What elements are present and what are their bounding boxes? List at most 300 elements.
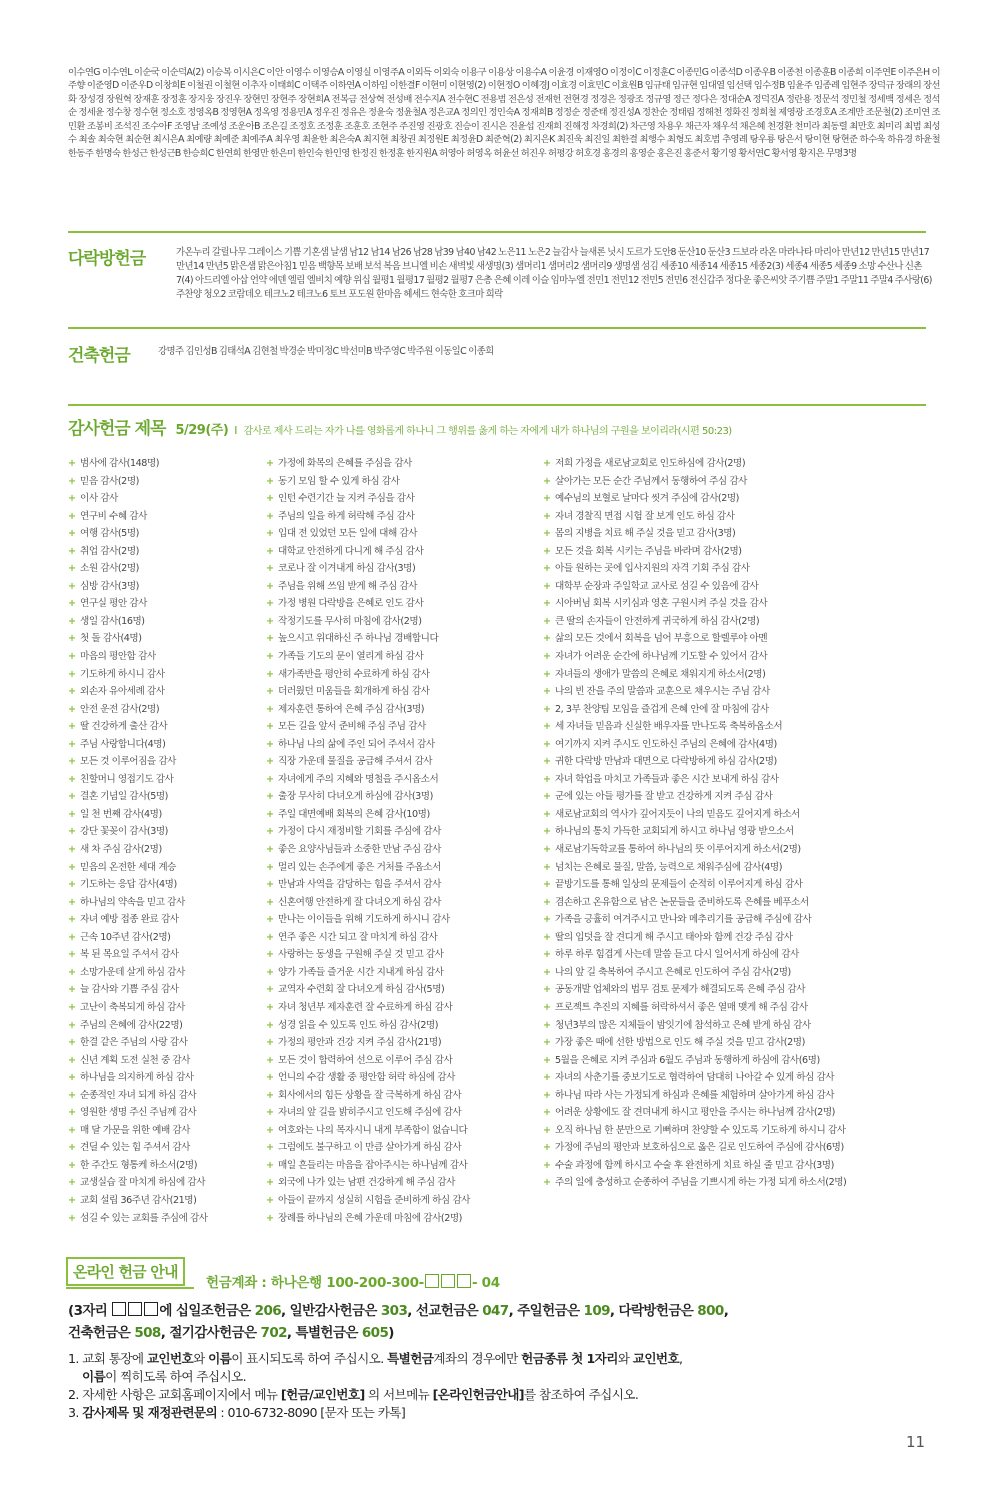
thanks-item-text: 하나님의 통치 가득한 교회되게 하시고 하나님 영광 받으소서 (555, 826, 794, 838)
thanks-item (68, 753, 208, 771)
thanks-item-text: 장례를 하나님의 은혜 가운데 마침에 감사(2명) (278, 1212, 462, 1224)
thanks-item-text: 겸손하고 온유함으로 남은 논문들을 준비하도록 은혜를 베푸소서 (555, 896, 809, 908)
plus-icon: + (68, 1019, 76, 1031)
thanks-item-text: 큰 딸의 손자들이 안전하게 귀국하게 하심 감사(2명) (555, 615, 760, 627)
plus-icon: + (68, 738, 76, 750)
note-text: 이름 (208, 1351, 232, 1366)
thanks-item (266, 788, 470, 806)
plus-icon: + (543, 738, 551, 750)
thanks-item-text: 자녀가 어려운 순간에 하나님께 기도할 수 있어서 감사 (555, 651, 768, 663)
thanks-item-text: 언니의 수감 생활 중 평안함 허락 하심에 감사 (278, 1072, 455, 1084)
plus-icon: + (266, 1159, 274, 1171)
codes-text: , 일반감사헌금은 (281, 1303, 381, 1319)
thanks-item (68, 1104, 208, 1122)
thanks-item (266, 1017, 470, 1035)
thanks-item (68, 1157, 208, 1175)
thanks-item (68, 1069, 208, 1087)
bible-verse: 감사로 제사 드리는 자가 나를 영화롭게 하나니 그 행위를 옳게 하는 자에게 내가 하나님의 구원을 보이리라(시편 50:23) (243, 426, 732, 437)
plus-icon: + (68, 528, 76, 540)
thanks-item (68, 1210, 208, 1228)
plus-icon: + (543, 598, 551, 610)
note-1-cont (68, 1368, 938, 1386)
plus-icon: + (543, 1089, 551, 1101)
thanks-item (543, 894, 846, 912)
season-code: 702 (260, 1325, 287, 1341)
thanks-item (68, 946, 208, 964)
plus-icon: + (266, 1037, 274, 1049)
thanks-item (543, 490, 846, 508)
thanks-item-text: 첫 돌 감사(4명) (80, 633, 142, 645)
plus-icon: + (543, 1124, 551, 1136)
thanks-item (68, 1139, 208, 1157)
thanks-item-text: 모든 것 이루어짐을 감사 (80, 756, 176, 768)
plus-icon: + (266, 1177, 274, 1189)
thanks-item (68, 560, 208, 578)
thanks-item (266, 1034, 470, 1052)
note-text: 교인번호 (146, 1351, 194, 1366)
thanks-item-text: 직장 가운데 물질을 공급해 주셔서 감사 (278, 756, 433, 768)
thanks-item-text: 신년 계획 도전 실천 중 감사 (80, 1054, 190, 1066)
thanks-item (543, 1034, 846, 1052)
thanks-item (68, 1192, 208, 1210)
thanks-item-text: 군에 있는 아들 평가를 잘 받고 건강하게 지켜 주심 감사 (555, 791, 773, 803)
thanks-item (543, 508, 846, 526)
tithe-code: 206 (254, 1303, 282, 1319)
thanks-item (266, 999, 470, 1017)
plus-icon: + (266, 966, 274, 978)
plus-icon: + (68, 1142, 76, 1154)
plus-icon: + (543, 1001, 551, 1013)
thanks-item-text: 연구실 평안 감사 (80, 598, 147, 610)
thanks-item (266, 964, 470, 982)
plus-icon: + (543, 756, 551, 768)
codes-text: 에 십일조헌금은 (159, 1303, 255, 1319)
plus-icon: + (68, 598, 76, 610)
plus-icon: + (266, 598, 274, 610)
note-text: 특별헌금 (387, 1351, 434, 1366)
thanks-item (68, 543, 208, 561)
plus-icon: + (68, 580, 76, 592)
thanks-item-text: 범사에 감사(148명) (80, 458, 160, 469)
thanks-item-text: 근속 10주년 감사(2명) (80, 931, 171, 943)
thanks-item-text: 주님의 은혜에 감사(22명) (80, 1019, 183, 1031)
plus-icon: + (543, 563, 551, 575)
thanks-item-text: 결혼 기념일 감사(5명) (80, 791, 168, 803)
codes-text: 건축헌금은 (68, 1325, 135, 1341)
donor-name-list: 이수연G 이수연L 이순국 이순덕A(2) 이승복 이시은C 이안 이영수 이영승A 이영실 이영주A 이외득 이외숙 이용구 이용상 이용수A 이윤경 이재영O 이정이C 이정훈C 이종민G 이종석D 이종우B 이종천 이종훈B 이종희 이주연E 이주은H 이주향 이준영D 이준우D 이창희E 이철권 이철현 이추자 이태희C 이택주 이하연A 이하임 이한결F 이현미 이현영(2) 이현정O 이혜경J 이효경 이효민C 이효원B 임규태 임규현 임대열 임선택 임수정B 임윤주 임종례 임현주 장덕규 장래의 장선화 장성경 장원혁 장재훈 장정훈 장지웅 장진우 장현민 장현주 장현희A 전복금 전상혁 전성배 전수지A 전수현C 전용범 전은성 전재헌 전현경 정경은 정광조 정규영 정근 정다은 정대순A 정덕진A 정란용 정문석 정민철 정세백 정세은 정석순 정세윤 정수창 정수현 정소호 정영옥B 정영현A 정옥영 정용민A 정우진 정유은 정윤숙 정윤철A 정은교A 정의인 정인숙A 정재희B 정정순 정준태 정진성A 정찬순 정태림 정해천 정화진 정희철 제영광 조경호A 조계만 조문철(2) 조미연 조민환 조봉비 조석진 조수아F 조영남 조예성 조운아B 조은길 조정호 조정훈 조훈호 조현주 주진영 진광호 진승이 진시은 진윤섭 진재희 진해정 차경희(2) 차근영 차용우 채근자 채우석 채은혜 천경환 천미라 최동렬 최만호 최미리 최범 최성수 최솔 최숙현 최순현 최시은A 최예량 최예준 최예주A 최우영 최윤한 최은숙A 최지현 최창권 최정원E 최정윤D 최준혁(2) 최지은K 최진욱 최진일 최한결 최행수 최형도 최호범 추영례 탕우룡 탕은서 탕이현 탕현준 하수욱 하유경 하윤철 한동주 한명숙 한성근 한성근B 한승희C 한연희 한영만 한은미 한인숙 한인영 한정진 한정훈 한지원A 허영아 허영옥 허윤선 허진우 허평강 허호경 홍경의 홍영순 홍은진 홍준서 황기영 황서연C 황서영 황지은 무명3명 (68, 67, 941, 159)
plus-icon: + (266, 615, 274, 627)
blank-box (144, 1302, 158, 1316)
plus-icon: + (68, 615, 76, 627)
note-text: 와 (193, 1351, 209, 1366)
thanks-column-1 (68, 455, 208, 1227)
thanks-item (68, 788, 208, 806)
thanks-item (266, 455, 470, 473)
plus-icon: + (543, 475, 551, 487)
thanks-item-text: 예수님의 보혈로 날마다 씻겨 주심에 감사(2명) (555, 493, 739, 505)
mission-code: 047 (482, 1303, 509, 1319)
thanks-item (68, 595, 208, 613)
thanks-item (543, 1052, 846, 1070)
thanks-item-text: 늘 감사와 기쁨 주심 감사 (80, 984, 179, 996)
plus-icon: + (543, 668, 551, 680)
thanks-item-text: 섬길 수 있는 교회를 주심에 감사 (80, 1212, 208, 1224)
thanks-item-text: 믿음의 온전한 세대 계승 (80, 861, 176, 873)
thanks-item (266, 859, 470, 877)
thanks-item-text: 만남과 사역을 감당하는 힘을 주셔서 감사 (278, 879, 441, 891)
thanks-item-text: 몸의 지병을 치료 해 주실 것을 믿고 감사(3명) (555, 528, 736, 540)
thanks-item-text: 새 차 주심 감사(2명) (80, 844, 162, 856)
plus-icon: + (543, 808, 551, 820)
plus-icon: + (68, 949, 76, 961)
blank-box (425, 1274, 439, 1288)
thanks-item (266, 736, 470, 754)
section-divider (68, 327, 926, 329)
thanks-item-text: 외국에 나가 있는 남편 건강하게 해 주심 감사 (278, 1177, 455, 1189)
thanks-item-text: 친할머니 영접기도 감사 (80, 773, 174, 785)
plus-icon: + (68, 791, 76, 803)
plus-icon: + (543, 651, 551, 663)
plus-icon: + (266, 1054, 274, 1066)
thanks-item-text: 교생실습 잘 마치게 하심에 감사 (80, 1177, 206, 1189)
plus-icon: + (68, 721, 76, 733)
thanks-item-text: 하나님의 약속을 믿고 감사 (80, 896, 185, 908)
plus-icon: + (266, 563, 274, 575)
thanks-item-text: 기도하는 응답 감사(4명) (80, 879, 177, 891)
note-text: 헌금종류 첫 1자리 (521, 1351, 618, 1366)
plus-icon: + (543, 1142, 551, 1154)
plus-icon: + (543, 896, 551, 908)
plus-icon: + (68, 914, 76, 926)
thanks-item (68, 578, 208, 596)
plus-icon: + (543, 528, 551, 540)
plus-icon: + (68, 896, 76, 908)
thanks-item (68, 894, 208, 912)
online-notes (68, 1350, 938, 1422)
note-text: 이름 (82, 1369, 106, 1384)
thanks-item (68, 683, 208, 701)
plus-icon: + (266, 475, 274, 487)
plus-icon: + (543, 686, 551, 698)
thanks-item (266, 771, 470, 789)
thanks-item-text: 매일 흔들리는 마음을 잡아주시는 하나님께 감사 (278, 1159, 468, 1171)
plus-icon: + (543, 615, 551, 627)
plus-icon: + (543, 458, 551, 469)
thanks-item-text: 하루 하루 힘겹게 사는데 말씀 듣고 다시 일어서게 하심에 감사 (555, 949, 799, 961)
plus-icon: + (543, 1177, 551, 1189)
plus-icon: + (68, 1037, 76, 1049)
thanks-item (543, 964, 846, 982)
thanks-item (543, 648, 846, 666)
plus-icon: + (68, 703, 76, 715)
plus-icon: + (266, 984, 274, 996)
plus-icon: + (266, 1142, 274, 1154)
thanks-item-text: 딸 건강하게 출산 감사 (80, 721, 168, 733)
plus-icon: + (266, 808, 274, 820)
plus-icon: + (266, 1107, 274, 1119)
thanks-item (68, 666, 208, 684)
note-text: 2. 자세한 사항은 교회홈페이지에서 메뉴 (68, 1387, 281, 1402)
plus-icon: + (68, 931, 76, 943)
plus-icon: + (543, 1054, 551, 1066)
thanks-item-text: 시아버님 회복 시키심과 영혼 구원시켜 주실 것을 감사 (555, 598, 768, 610)
thanks-date: 5/29(주) (175, 423, 229, 438)
online-giving-title: 온라인 헌금 안내 (66, 1257, 185, 1286)
thanks-item-text: 기도하게 하시니 감사 (80, 668, 165, 680)
thanks-item-text: 새가족반을 평안히 수료하게 하심 감사 (278, 668, 430, 680)
thanks-item-text: 높으시고 위대하신 주 하나님 경배합니다 (278, 633, 439, 645)
plus-icon: + (266, 826, 274, 838)
plus-icon: + (68, 686, 76, 698)
thanks-item-text: 5월을 은혜로 지켜 주심과 6월도 주님과 동행하게 하심에 감사(6명) (555, 1054, 820, 1066)
thanks-item-text: 좋은 요양사님들과 소중한 만남 주심 감사 (278, 844, 441, 856)
thanks-item-text: 외손자 유아세례 감사 (80, 686, 165, 698)
plus-icon: + (68, 879, 76, 891)
thanks-item (68, 911, 208, 929)
thanks-item-text: 딸의 입덧을 잘 견디게 해 주시고 태아와 함께 건강 주심 감사 (555, 931, 793, 943)
thanks-item-text: 주님의 일을 하게 허락해 주심 감사 (278, 510, 415, 522)
thanks-item-text: 소원 감사(2명) (80, 563, 139, 575)
plus-icon: + (68, 1072, 76, 1084)
thanks-item-text: 가족을 긍휼히 여겨주시고 만나와 메추리기를 공급해 주심에 감사 (555, 914, 812, 926)
thanks-item-text: 세 자녀들 믿음과 신실한 배우자를 만나도록 축복하옵소서 (555, 721, 783, 733)
thanks-item-text: 자녀의 앞 길을 밝히주시고 인도해 주심에 감사 (278, 1107, 462, 1119)
thanks-item (266, 929, 470, 947)
plus-icon: + (68, 1177, 76, 1189)
thanks-title: 감사헌금 제목 (68, 419, 166, 439)
thanks-item (543, 701, 846, 719)
thanks-item (543, 1017, 846, 1035)
plus-icon: + (68, 756, 76, 768)
thanks-item-text: 새로남교회의 역사가 깊어지듯이 나의 믿음도 깊어지게 하소서 (555, 808, 800, 820)
special-code: 605 (361, 1325, 389, 1341)
section-divider (68, 404, 926, 406)
plus-icon: + (68, 651, 76, 663)
thanks-item (68, 929, 208, 947)
thanks-item-text: 그럼에도 불구하고 이 만큼 살아가게 하심 감사 (278, 1142, 462, 1154)
note-text: [헌금/교인번호] (280, 1387, 365, 1402)
plus-icon: + (543, 580, 551, 592)
thanks-column-2 (266, 455, 470, 1227)
thanks-item-text: 코로나 잘 이겨내게 하심 감사(3명) (278, 563, 416, 575)
thanks-item-text: 저희 가정을 새로남교회로 인도하심에 감사(2명) (555, 458, 746, 469)
thanks-item (68, 613, 208, 631)
plus-icon: + (266, 861, 274, 873)
thanks-item (266, 911, 470, 929)
thanks-item (543, 455, 846, 473)
plus-icon: + (543, 879, 551, 891)
plus-icon: + (543, 1159, 551, 1171)
plus-icon: + (68, 545, 76, 557)
thanks-item (68, 1017, 208, 1035)
plus-icon: + (68, 1194, 76, 1206)
thanks-item-text: 어려운 상황에도 잘 견뎌내게 하시고 평안을 주시는 하나님께 감사(2명) (555, 1107, 835, 1119)
thanks-item-text: 회사에서의 힘든 상황을 잘 극복하게 하심 감사 (278, 1089, 462, 1101)
thanks-item-text: 프로젝트 추진의 지혜를 허락하셔서 좋은 열매 맺게 해 주심 감사 (555, 1001, 808, 1013)
note-text: 감사제목 및 재정관련문의 (82, 1405, 218, 1420)
thanks-item (266, 578, 470, 596)
thanks-item-text: 안전 운전 감사(2명) (80, 703, 160, 715)
darakbang-code: 800 (697, 1303, 724, 1319)
thanks-item-text: 하나님을 의지하게 하심 감사 (80, 1072, 194, 1084)
note-text: 3. (68, 1405, 83, 1420)
thanks-item (543, 560, 846, 578)
plus-icon: + (543, 633, 551, 645)
codes-text: , 다락방헌금은 (609, 1303, 698, 1319)
thanks-item-text: 심방 감사(3명) (80, 580, 139, 592)
note-text: 의 서브메뉴 (364, 1387, 433, 1402)
plus-icon: + (543, 844, 551, 856)
thanks-item-text: 순종적인 자녀 되게 하심 감사 (80, 1089, 197, 1101)
blank-box (128, 1302, 142, 1316)
note-1 (68, 1350, 938, 1368)
thanks-item (543, 771, 846, 789)
thanks-item (266, 683, 470, 701)
plus-icon: + (68, 510, 76, 522)
thanks-item-text: 자녀의 사춘기를 중보기도로 협력하여 담대히 나아갈 수 있게 하심 감사 (555, 1072, 835, 1084)
plus-icon: + (266, 580, 274, 592)
plus-icon: + (68, 844, 76, 856)
thanks-item-text: 생일 감사(16명) (80, 615, 145, 627)
thanks-item-text: 자녀 경찰직 면접 시험 잘 보게 인도 하심 감사 (555, 510, 735, 522)
note-text: [온라인헌금안내] (432, 1387, 524, 1402)
thanks-item-text: 복 된 목요일 주셔서 감사 (80, 949, 179, 961)
thanks-item (543, 999, 846, 1017)
thanks-item-text: 인턴 수련기간 늘 지켜 주심을 감사 (278, 493, 415, 505)
note-text: 를 참조하여 주십시오. (523, 1387, 639, 1402)
thanks-item-text: 여행 감사(5명) (80, 528, 139, 540)
plus-icon: + (266, 1001, 274, 1013)
thanks-item (543, 613, 846, 631)
plus-icon: + (266, 458, 274, 469)
thanks-item-text: 여기까지 지켜 주시도 인도하신 주님의 은혜에 감사(4명) (555, 738, 777, 750)
thanks-item-text: 영원한 생명 주신 주님께 감사 (80, 1107, 197, 1119)
thanks-item (68, 736, 208, 754)
plus-icon: + (543, 1072, 551, 1084)
thanks-item (543, 876, 846, 894)
plus-icon: + (543, 1107, 551, 1119)
thanks-item (68, 823, 208, 841)
plus-icon: + (68, 1159, 76, 1171)
codes-text: , 절기감사헌금은 (160, 1325, 261, 1341)
building-title: 건축헌금 (68, 346, 130, 366)
thanks-item-text: 만나는 이이들을 위해 기도하게 하시니 감사 (278, 914, 450, 926)
thanks-item-text: 교회 설립 36주년 감사(21명) (80, 1194, 197, 1206)
thanks-item-text: 나의 빈 잔을 주의 말씀과 교훈으로 채우시는 주님 감사 (555, 686, 770, 698)
plus-icon: + (543, 703, 551, 715)
thanks-item (266, 718, 470, 736)
thanks-item (543, 981, 846, 999)
thanks-item (266, 508, 470, 526)
plus-icon: + (68, 1089, 76, 1101)
thanks-item (543, 1122, 846, 1140)
plus-icon: + (266, 844, 274, 856)
thanks-item (266, 1069, 470, 1087)
thanks-item (543, 946, 846, 964)
thanks-item-text: 나의 앞 길 축복하여 주시고 은혜로 인도하여 주심 감사(2명) (555, 966, 791, 978)
thanks-item-text: 견딜 수 있는 힘 주셔서 감사 (80, 1142, 190, 1154)
thanks-item-text: 사랑하는 동생을 구원해 주실 것 믿고 감사 (278, 949, 444, 961)
thanks-item-text: 더러웠던 미움들을 회개하게 하심 감사 (278, 686, 430, 698)
thanks-item-text: 제자훈련 통하여 은혜 주심 감사(3명) (278, 703, 425, 715)
plus-icon: + (68, 1107, 76, 1119)
thanks-item (266, 806, 470, 824)
thanks-item-text: 신혼여행 안전하게 잘 다녀오게 하심 감사 (278, 896, 441, 908)
thanks-item (266, 1139, 470, 1157)
thanks-item (266, 1052, 470, 1070)
thanks-item (68, 806, 208, 824)
thanks-item (266, 648, 470, 666)
thanks-item-text: 삶의 모든 것에서 회복을 넘어 부흥으로 할렐루야 아멘 (555, 633, 768, 645)
plus-icon: + (68, 1001, 76, 1013)
plus-icon: + (68, 773, 76, 785)
plus-icon: + (543, 984, 551, 996)
plus-icon: + (68, 861, 76, 873)
note-text: 와 (617, 1351, 633, 1366)
plus-icon: + (68, 458, 76, 469)
thanks-item-text: 한결 같은 주님의 사랑 감사 (80, 1037, 188, 1049)
thanks-item (68, 490, 208, 508)
thanks-item (543, 736, 846, 754)
thanks-item (266, 753, 470, 771)
online-title-underline (66, 1287, 194, 1289)
thanks-item (266, 666, 470, 684)
account-suffix: - 04 (471, 1275, 500, 1291)
plus-icon: + (543, 949, 551, 961)
thanks-item-text: 모든 것이 합력하여 선으로 이루어 주심 감사 (278, 1054, 453, 1066)
thanks-item (68, 859, 208, 877)
thanks-item-text: 모든 길을 앞서 준비해 주심 주님 감사 (278, 721, 426, 733)
plus-icon: + (68, 808, 76, 820)
thanks-item (266, 841, 470, 859)
thanks-item (68, 1087, 208, 1105)
thanks-item (68, 1034, 208, 1052)
plus-icon: + (68, 826, 76, 838)
thanks-item (266, 543, 470, 561)
thanks-item-text: 작정기도를 무사히 마침에 감사(2명) (278, 615, 422, 627)
plus-icon: + (68, 563, 76, 575)
thanks-item-text: 고난이 축복되게 하심 감사 (80, 1001, 185, 1013)
blank-box (112, 1302, 126, 1316)
plus-icon: + (266, 668, 274, 680)
thanks-item (68, 701, 208, 719)
header-separator: I (234, 424, 238, 437)
thanks-item (68, 718, 208, 736)
codes-text: , 주일헌금은 (508, 1303, 584, 1319)
thanks-item-text: 교역자 수련회 잘 다녀오게 하심 감사(5명) (278, 984, 445, 996)
thanks-item-text: 넘치는 은혜로 물질, 말씀, 능력으로 채워주심에 감사(4명) (555, 861, 783, 873)
thanks-item-text: 공동개발 업체와의 법무 검토 문제가 해결되도록 은혜 주심 감사 (555, 984, 806, 996)
thanks-item-text: 가장 좋은 때에 선한 방법으로 인도 해 주실 것을 믿고 감사(2명) (555, 1037, 805, 1049)
thanks-item-text: 한 주간도 형통케 하소서(2명) (80, 1159, 198, 1171)
thanks-item-text: 자녀 학업을 마치고 가족들과 좋은 시간 보내게 하심 감사 (555, 773, 779, 785)
plus-icon: + (266, 756, 274, 768)
thanks-item (266, 946, 470, 964)
plus-icon: + (543, 510, 551, 522)
building-code: 508 (134, 1325, 161, 1341)
thanks-item-text: 오직 하나님 한 분만으로 기뻐하며 찬양할 수 있도록 기도하게 하시니 감사 (555, 1124, 846, 1136)
thanks-item-text: 입대 전 있었던 모든 일에 대해 감사 (278, 528, 418, 540)
thanks-item-text: 주의 일에 충성하고 순종하여 주님을 기쁘시게 하는 가정 되게 하소서(2명) (555, 1177, 847, 1189)
thanks-item-text: 주님 사랑합니다(4명) (80, 738, 166, 750)
plus-icon: + (543, 1037, 551, 1049)
thanks-item (68, 1174, 208, 1192)
thanks-item-text: 주일 대면예배 회복의 은혜 감사(10명) (278, 808, 430, 820)
plus-icon: + (266, 1072, 274, 1084)
thanks-item (543, 788, 846, 806)
thanks-item (543, 806, 846, 824)
thanks-item-text: 청년3부의 많은 지체들이 밤잇기에 참석하고 은혜 받게 하심 감사 (555, 1019, 811, 1031)
